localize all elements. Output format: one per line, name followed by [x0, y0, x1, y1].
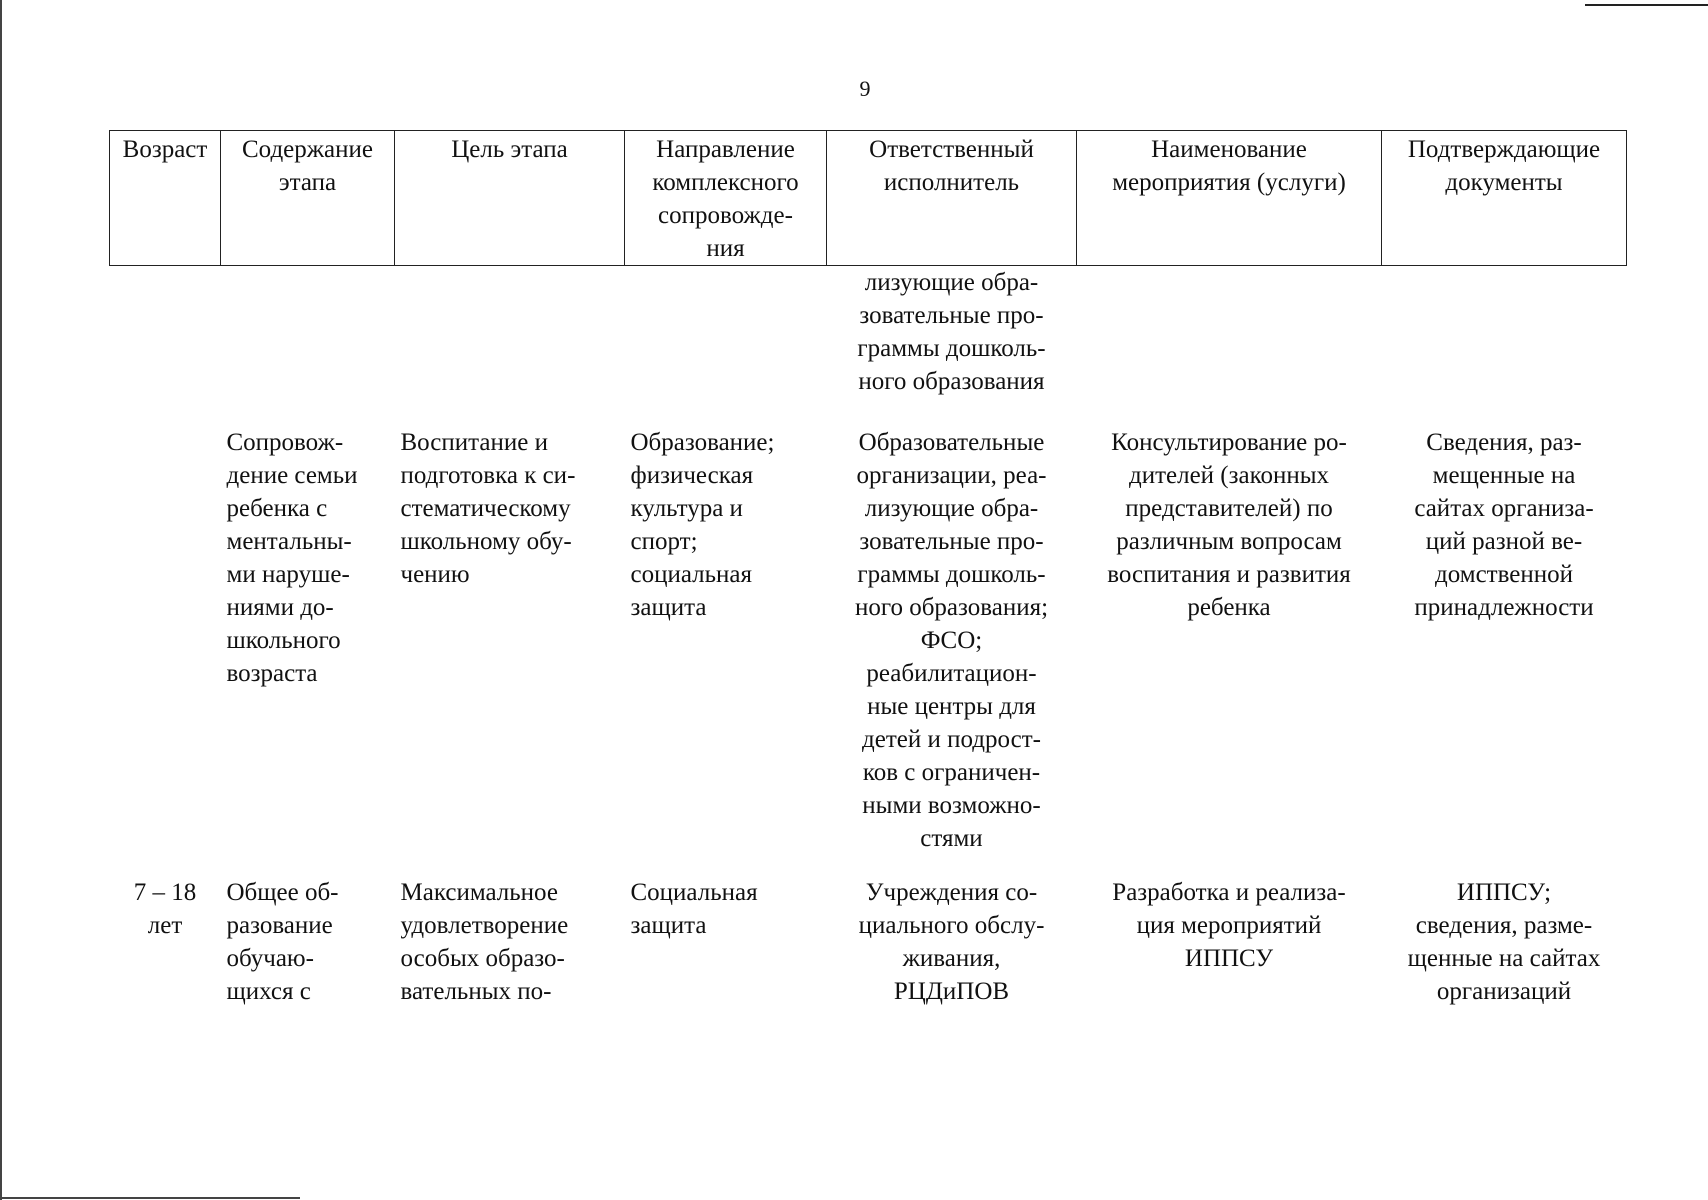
cell-support-direction: Образование; физическая культура и спорт; социальная защита: [630, 429, 775, 621]
scan-edge-left: [0, 0, 2, 1200]
cell-confirming-documents: [1382, 266, 1627, 427]
cell-age: [110, 426, 221, 876]
cell-event-name: Консультирование ро- дителей (законных представителей) по различным вопросам воспитания и развития ребенка: [1107, 429, 1351, 621]
header-stage-goal: Цель этапа: [395, 131, 625, 266]
cell-event-name: Разработка и реализа- ция мероприятий ИППСУ: [1112, 879, 1346, 972]
table-row: [110, 266, 1627, 427]
cell-stage-content: [221, 266, 395, 427]
table-row: [110, 876, 1627, 1008]
page-number: 9: [859, 76, 871, 101]
header-stage-content: Содержание этапа: [221, 131, 395, 266]
header-event-name: Наименование мероприятия (услуги): [1077, 131, 1382, 266]
cell-stage-content: Сопровож- дение семьи ребенка с ментальны- ми наруше- ниями до- школьного возраста: [226, 429, 358, 687]
cell-age: [110, 266, 221, 427]
cell-confirming-documents: Сведения, раз- мещенные на сайтах организа- ций разной ве- домственной принадлежности: [1414, 429, 1594, 621]
cell-stage-goal: [395, 266, 625, 427]
scan-edge-top: [1585, 4, 1708, 6]
document-table: [109, 130, 1627, 1008]
table-row: [110, 426, 1627, 876]
table-header-row: [110, 131, 1627, 266]
header-age: Возраст: [110, 131, 221, 266]
header-responsible-executor: Ответственный исполнитель: [827, 131, 1077, 266]
cell-event-name: [1077, 266, 1382, 427]
cell-stage-goal: Максимальное удовлетворение особых образо- вательных по-: [400, 879, 569, 1005]
cell-responsible-executor: лизующие обра- зовательные про- граммы дошколь- ного образования: [857, 269, 1046, 395]
cell-support-direction: [625, 266, 827, 427]
cell-responsible-executor: Учреждения со- циального обслу- живания, РЦДиПОВ: [858, 879, 1045, 1005]
cell-support-direction: Социальная защита: [630, 879, 758, 939]
cell-responsible-executor: Образовательные организации, реа- лизующие обра- зовательные про- граммы дошколь- ного образования; ФСО; реабилитацион- ные центры для детей и подрост- ков с ограничен- ными возможно- стями: [854, 429, 1049, 852]
header-confirming-documents: Подтверждающие документы: [1382, 131, 1627, 266]
scan-edge-bottom: [0, 1197, 300, 1199]
cell-stage-content: Общее об- разование обучаю- щихся с: [226, 879, 339, 1005]
header-support-direction: Направление комплексного сопровожде- ния: [625, 131, 827, 266]
cell-confirming-documents: ИППСУ; сведения, разме- щенные на сайтах организаций: [1407, 879, 1601, 1005]
cell-stage-goal: Воспитание и подготовка к си- стематическому школьному обу- чению: [400, 429, 576, 588]
cell-age: 7 – 18 лет: [133, 879, 197, 939]
